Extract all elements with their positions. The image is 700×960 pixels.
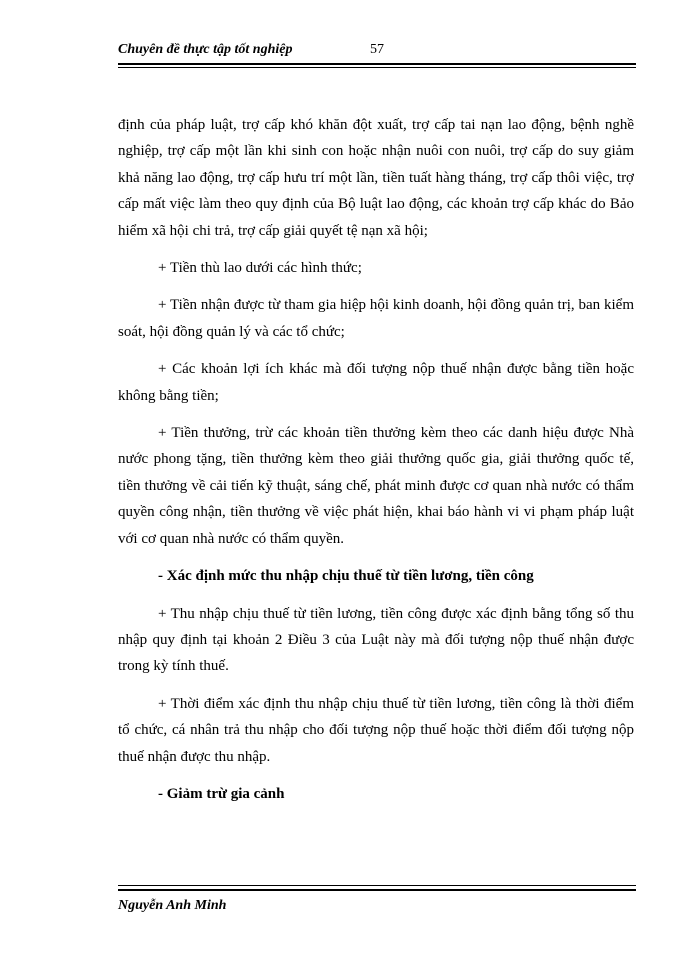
- page-number: 57: [370, 42, 384, 57]
- footer-author: Nguyễn Anh Minh: [118, 898, 227, 913]
- paragraph-bullet: + Thời điểm xác định thu nhập chịu thuế từ tiền lương, tiền công là thời điểm tổ chức, cá nhân trả thu nhập cho đối tượng nộp thuế hoặc thời điểm đối tượng nộp thuế nhận được thu nhập.: [118, 695, 634, 765]
- section-heading: - Giảm trừ gia cảnh: [158, 785, 285, 802]
- document-body: [118, 112, 634, 807]
- header-title: Chuyên đề thực tập tốt nghiệp: [118, 42, 293, 57]
- paragraph-bullet: + Tiền thưởng, trừ các khoản tiền thưởng kèm theo các danh hiệu được Nhà nước phong tặng, tiền thưởng kèm theo giải thưởng quốc gia, giải thưởng quốc tế, tiền thưởng về cải tiến kỹ thuật, sáng chế, phát minh được cơ quan nhà nước có thẩm quyền công nhận, tiền thưởng về việc phát hiện, khai báo hành vi vi phạm pháp luật với cơ quan nhà nước có thẩm quyền.: [118, 425, 634, 547]
- header-rule-thin: [118, 67, 636, 68]
- page-header: [118, 40, 636, 62]
- header-rule-thick: [118, 63, 636, 65]
- section-heading: - Xác định mức thu nhập chịu thuế từ tiền lương, tiền công: [158, 568, 534, 585]
- paragraph-bullet: + Tiền nhận được từ tham gia hiệp hội kinh doanh, hội đồng quản trị, ban kiểm soát, hội đồng quản lý và các tổ chức;: [118, 297, 634, 340]
- paragraph-bullet: + Tiền thù lao dưới các hình thức;: [158, 260, 362, 277]
- paragraph-bullet: + Thu nhập chịu thuế từ tiền lương, tiền công được xác định bằng tổng số thu nhập quy định tại khoản 2 Điều 3 của Luật này mà đối tượng nộp thuế nhận được trong kỳ tính thuế.: [118, 605, 634, 675]
- paragraph-bullet: + Các khoản lợi ích khác mà đối tượng nộp thuế nhận được bằng tiền hoặc không bằng tiền;: [118, 361, 634, 404]
- paragraph-continuation: định của pháp luật, trợ cấp khó khăn đột xuất, trợ cấp tai nạn lao động, bệnh nghề nghiệp, trợ cấp một lần khi sinh con hoặc nhận nuôi con nuôi, trợ cấp do suy giảm khả năng lao động, trợ cấp hưu trí một lần, tiền tuất hàng tháng, trợ cấp thôi việc, trợ cấp mất việc làm theo quy định của Bộ luật lao động, các khoản trợ cấp khác do Bảo hiểm xã hội chi trả, trợ cấp giải quyết tệ nạn xã hội;: [118, 117, 634, 239]
- footer-rule-thin: [118, 885, 636, 886]
- footer-rule-thick: [118, 889, 636, 891]
